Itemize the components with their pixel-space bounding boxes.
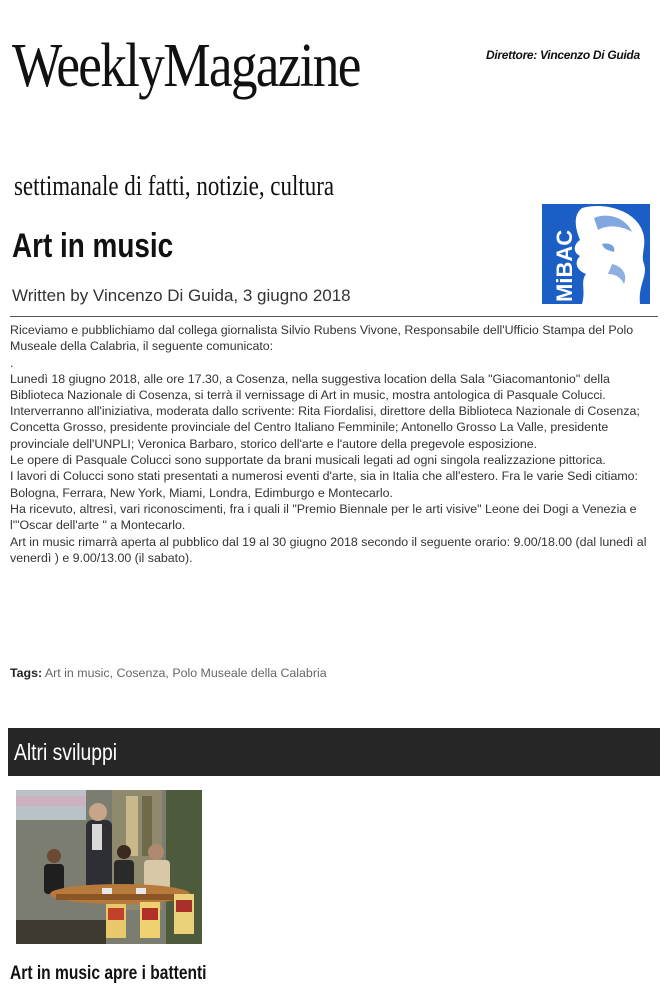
article-byline: Written by Vincenzo Di Guida, 3 giugno 2018	[12, 286, 351, 305]
tags-row: Tags: Art in music, Cosenza, Polo Museale della Calabria	[10, 666, 327, 680]
paragraph-awards: Ha ricevuto, altresì, vari riconoscimenti, fra i quali il "Premio Biennale per le arti visive" Leone dei Dogi a Venezia e l'"Oscar dell'arte " a Montecarlo.	[10, 501, 637, 533]
related-article-link[interactable]: Art in music apre i battenti	[10, 963, 207, 984]
tags-label: Tags:	[10, 666, 43, 680]
paragraph-event: Lunedì 18 giugno 2018, alle ore 17.30, a Cosenza, nella suggestiva location della Sala "Giacomantonio" della Biblioteca Nazionale di Cosenza, si terrà il vernissage di Art in music, mostra antologica di Pasquale Colucci.	[10, 371, 610, 402]
logo-text: MiBAC	[552, 229, 577, 302]
paragraph-speakers: Interverranno all'iniziativa, moderata dallo scrivente: Rita Fiordalisi, direttore della Biblioteca Nazionale di Cosenza; Concetta Grosso, presidente provinciale del Centro Italiano Femminile; Antonello Grosso La Valle, presidente provinciale dell'UNPLI; Veronica Barbaro, storico dell'arte e l'autore della pregevole esposizione.	[10, 404, 640, 451]
tag-link-polo-museale[interactable]: Polo Museale della Calabria	[172, 666, 327, 680]
site-tagline: settimanale di fatti, notizie, cultura	[14, 171, 335, 202]
related-section-title: Altri sviluppi	[14, 739, 118, 765]
site-title[interactable]: WeeklyMagazine	[12, 32, 360, 100]
related-section-header	[8, 728, 660, 776]
article-body	[10, 322, 660, 566]
paragraph-intro: Riceviamo e pubblichiamo dal collega giornalista Silvio Rubens Vivone, Responsabile dell'Ufficio Stampa del Polo Museale della Calabria, il seguente comunicato:	[10, 323, 634, 354]
paragraph-opening-hours: Art in music rimarrà aperta al pubblico dal 19 al 30 giugno 2018 secondo il seguente orario: 9.00/18.00 (dal lunedì al venerdì ) e 9.00/13.00 (il sabato).	[10, 534, 647, 565]
tag-link-art-in-music[interactable]: Art in music	[44, 666, 110, 680]
paragraph-exhibitions: I lavori di Colucci sono stati presentati a numerosi eventi d'arte, sia in Italia che all'estero. Fra le varie Sedi citiamo: Bologna, Ferrara, New York, Miami, Londra, Edimburgo e Montecarlo.	[10, 469, 638, 500]
paragraph-works: Le opere di Pasquale Colucci sono supportate da brani musicali legati ad ogni singola realizzazione pittorica.	[10, 453, 606, 468]
tag-link-cosenza[interactable]: Cosenza	[116, 666, 166, 680]
title-divider	[10, 316, 658, 317]
mibac-logo	[542, 204, 650, 304]
article-title: Art in music	[12, 227, 174, 265]
related-article-photo[interactable]	[16, 790, 202, 944]
paragraph-separator: .	[10, 355, 14, 370]
director-credit: Direttore: Vincenzo Di Guida	[486, 48, 640, 62]
